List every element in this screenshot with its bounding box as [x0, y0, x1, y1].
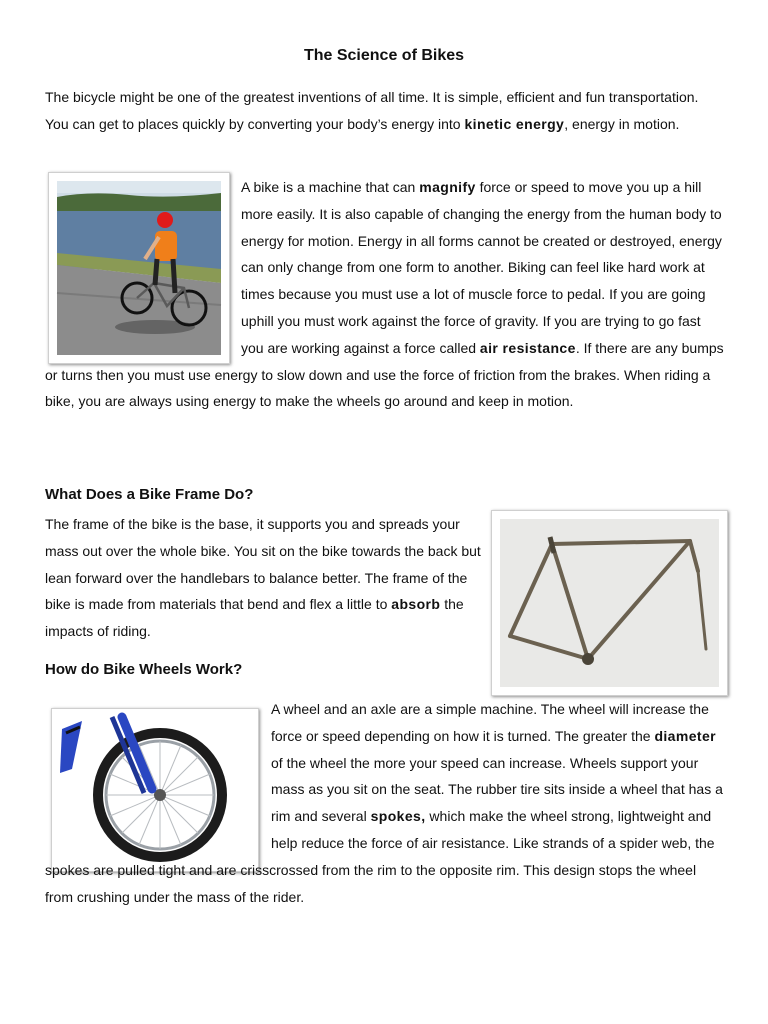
- page-title: The Science of Bikes: [303, 47, 465, 64]
- machine-paragraph: [45, 174, 725, 415]
- heading-bike-frame: What Does a Bike Frame Do?: [45, 486, 254, 503]
- frame-paragraph: [45, 511, 485, 645]
- machine-text-1: A bike is a machine that can: [241, 179, 420, 195]
- bike-frame-photo-frame: [491, 510, 728, 696]
- wheels-text-3: which make the wheel strong, lightweight and help reduce the force of air resistance. Like strands of a spider web, the spokes are pulled tight and are crisscrossed from the rim to the opposite rim. This design stops the wheel from crushing under the mass of the rider.: [45, 808, 715, 905]
- bike-frame-photo: [492, 511, 727, 695]
- wheels-paragraph: [45, 696, 725, 910]
- term-air-resistance: air resistance: [479, 339, 576, 356]
- machine-text-3: . If there are any bumps or turns then you must use energy to slow down and use the force of friction from the brakes. When riding a bike, you are always using energy to make the wheels go around and keep in motion.: [45, 339, 724, 410]
- heading-bike-wheels: How do Bike Wheels Work?: [45, 661, 243, 678]
- frame-text-1: The frame of the bike is the base, it supports you and spreads your mass out over the whole bike. You sit on the bike towards the back but lean forward over the handlebars to balance better. The frame of the bike is made from materials that bend and flex a little to: [45, 516, 481, 613]
- frame-text-2: the impacts of riding.: [45, 596, 464, 640]
- image-spacer: [45, 696, 271, 856]
- term-kinetic-energy: kinetic energy: [464, 115, 565, 132]
- term-spokes: spokes,: [370, 808, 426, 825]
- wheels-text-1: A wheel and an axle are a simple machine. The wheel will increase the force or speed depending on how it is turned. The greater the: [271, 701, 709, 744]
- wheels-text-2: of the wheel the more your speed can increase. Wheels support your mass as you sit on the seat. The rubber tire sits inside a wheel that has a rim and several: [271, 754, 723, 825]
- machine-text-2: force or speed to move you up a hill more easily. It is also capable of changing the energy from the human body to energy for motion. Energy in all forms cannot be created or destroyed, energy can only change from one form to another. Biking can feel like hard work at times because you must use a lot of muscle force to pedal. If you are going uphill you must work against the force of gravity. If you are trying to go fast you are working against a force called: [241, 179, 722, 356]
- term-diameter: diameter: [654, 727, 716, 744]
- intro-text-2: , energy in motion.: [564, 115, 680, 132]
- image-spacer: [45, 174, 241, 360]
- intro-text-1: The bicycle might be one of the greatest inventions of all time. It is simple, efficient and fun transportation. You can get to places quickly by converting your body’s energy into: [45, 89, 699, 132]
- term-magnify: magnify: [419, 179, 476, 195]
- intro-paragraph: [45, 84, 725, 138]
- term-absorb: absorb: [391, 596, 441, 613]
